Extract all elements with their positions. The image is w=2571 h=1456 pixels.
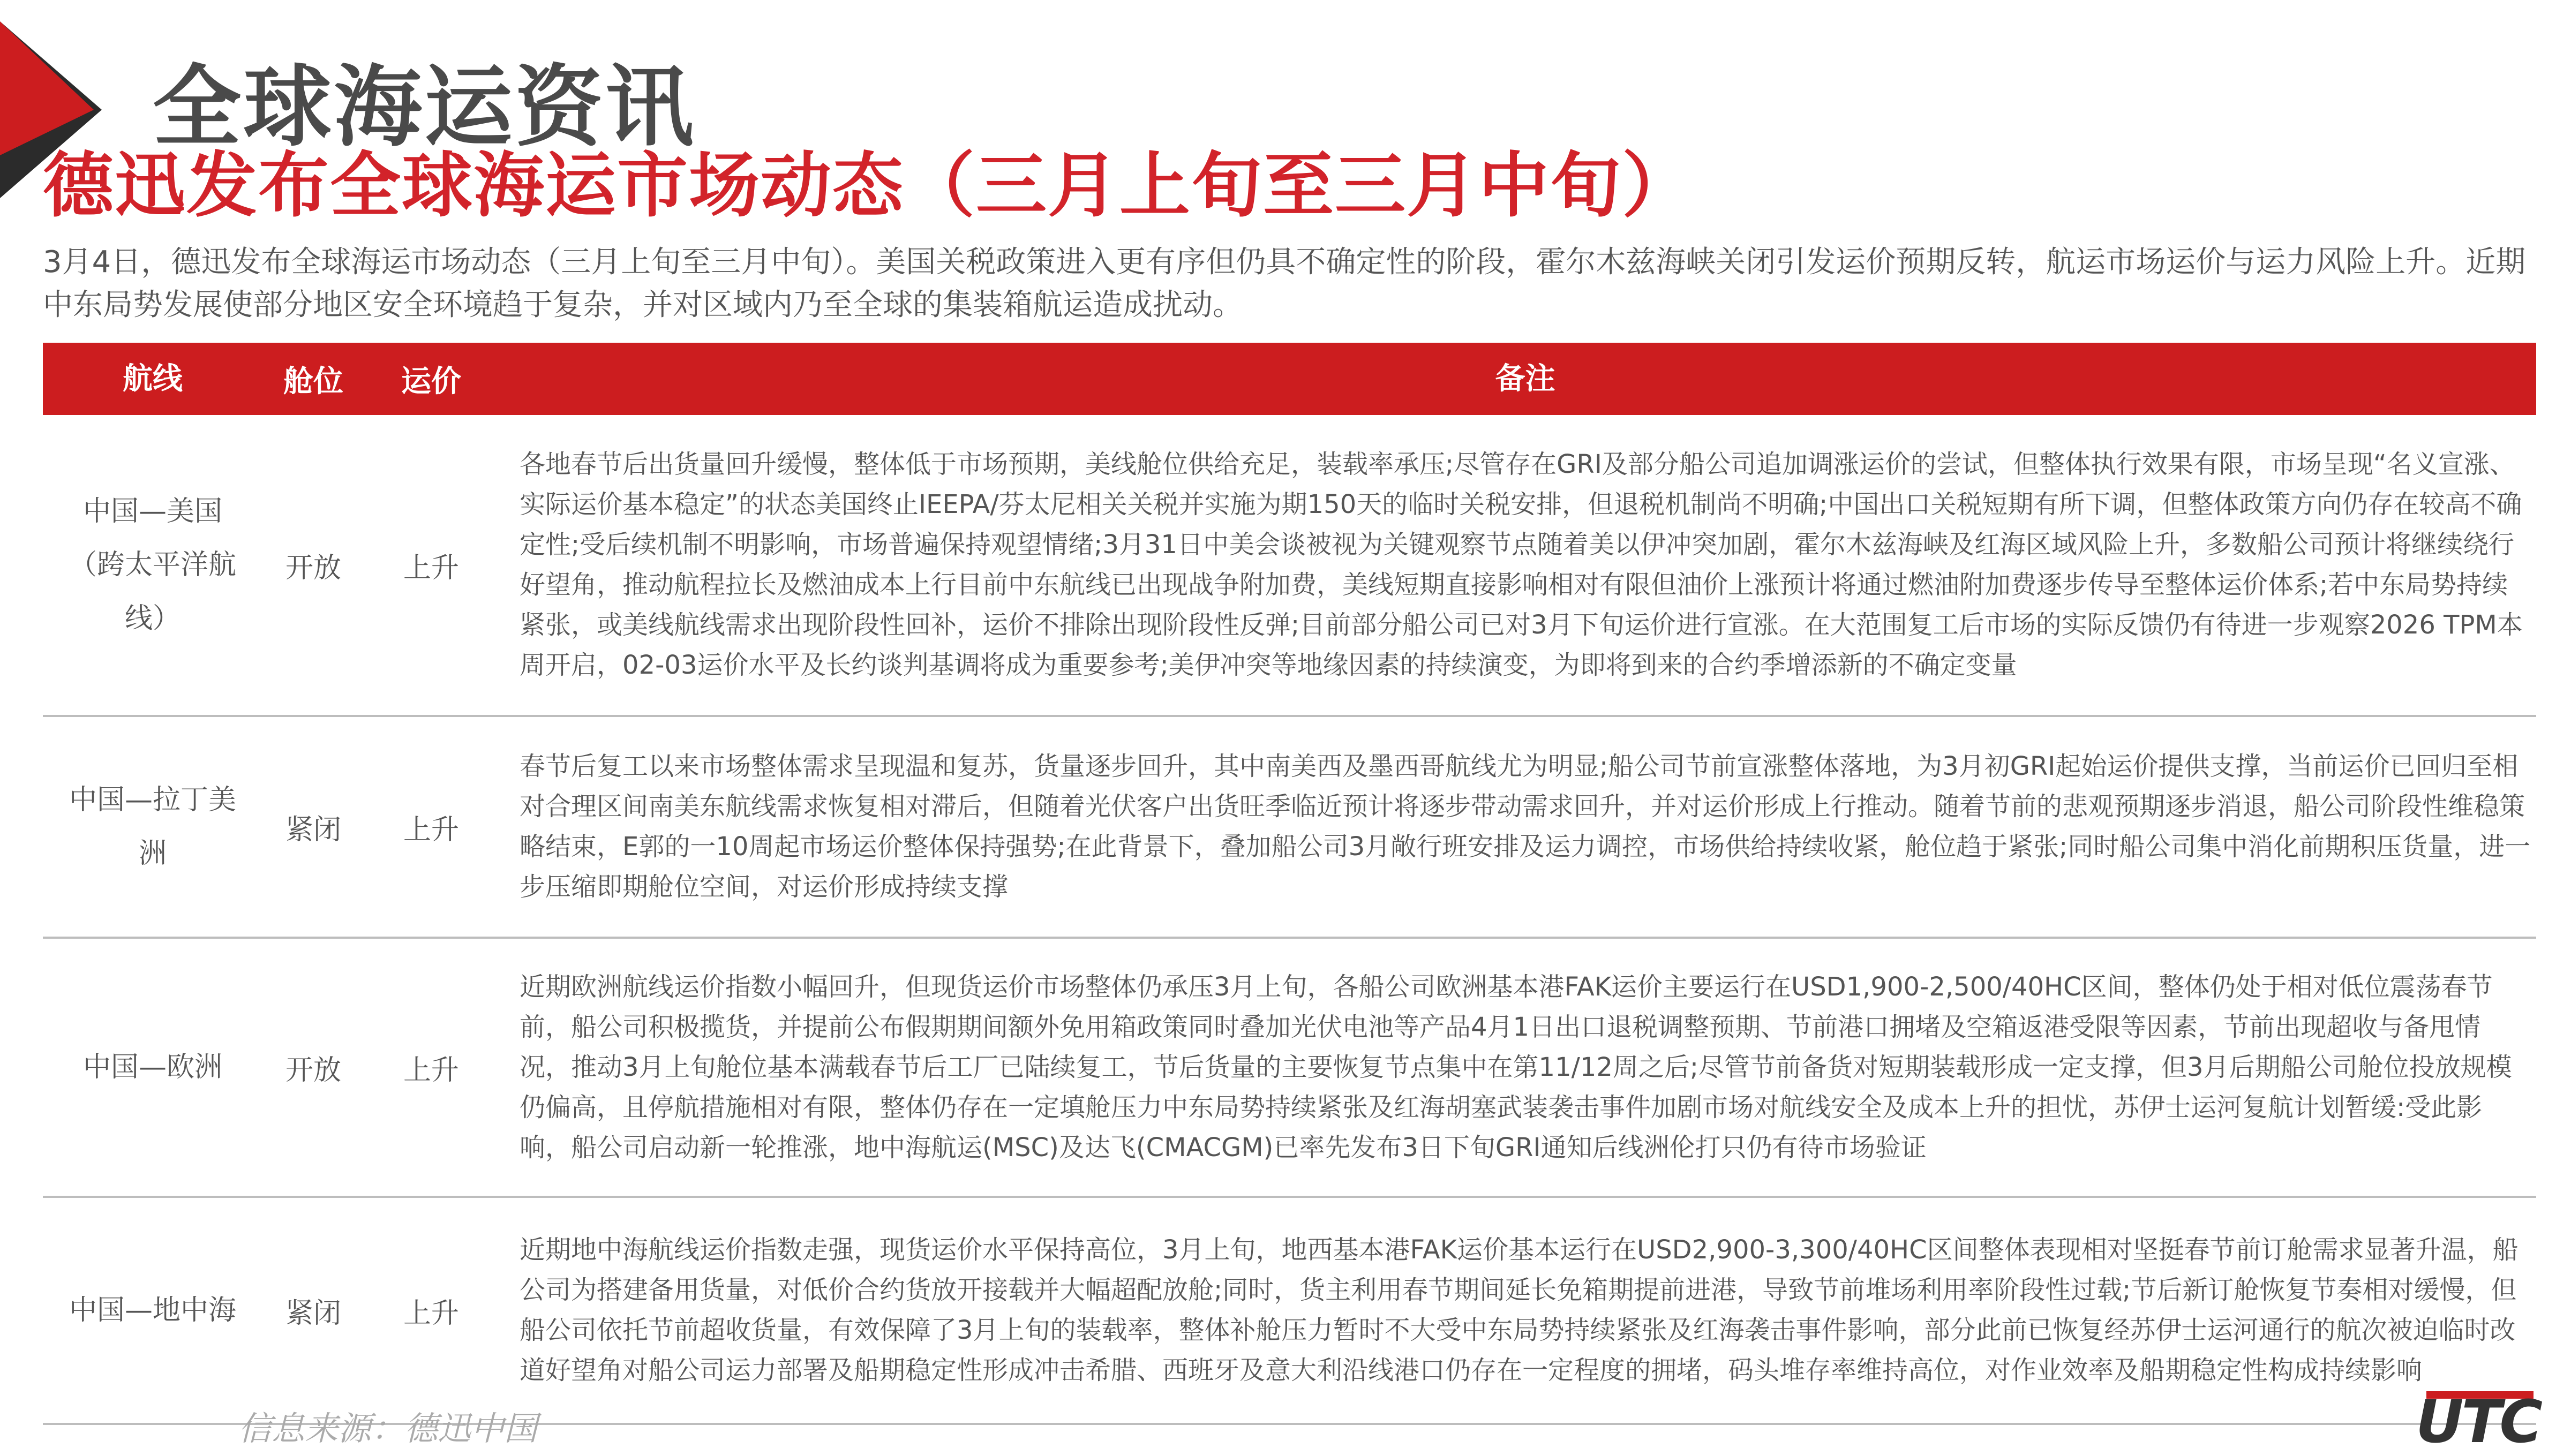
row-note: 近期地中海航线运价指数走强，现货运价水平保持高位，3月上旬，地西基本港FAK运价基本运行在USD2,900-3,300/40HC区间整体表现相对坚挺春节前订舱需求显著升温，船公司为搭建备用货量，对低价合约货放开接载并大幅超配放舱;同时，货主利用春节期间延长免箱期提前进港，导致节前堆场利用率阶段性过载;节后新订舱恢复节奏相对缓慢，但船公司依托节前超收货量，有效保障了3月上旬的装载率，整体补舱压力暂时不大受中东局势持续紧张及红海袭击事件影响，部分此前已恢复经苏伊士运河通行的航次被迫临时改道好望角对船公司运力部署及船期稳定性形成冲击希腊、西班牙及意大利沿线港口仍存在一定程度的拥堵，码头堆存率维持高位，对作业效率及船期稳定性构成持续影响 [520, 1235, 2519, 1385]
page-headline: 德迅发布全球海运市场动态（三月上旬至三月中旬） [43, 145, 1694, 227]
market-table [43, 343, 2536, 1425]
row-cabin: 开放 [285, 1054, 341, 1087]
row-note: 各地春节后出货量回升缓慢，整体低于市场预期，美线舱位供给充足，装载率承压;尽管存在GRI及部分船公司追加调涨运价的尝试，但整体执行效果有限，市场呈现“名义宣涨、实际运价基本稳定”的状态美国终止IEEPA/芬太尼相关关税并实施为期150天的临时关税安排，但退税机制尚不明确;中国出口关税短期有所下调，但整体政策方向仍存在较高不确定性;受后续机制不明影响，市场普遍保持观望情绪;3月31日中美会谈被视为关键观察节点随着美以伊冲突加剧，霍尔木兹海峡及红海区域风险上升，多数船公司预计将继续绕行好望角，推动航程拉长及燃油成本上行目前中东航线已出现战争附加费，美线短期直接影响相对有限但油价上涨预计将通过燃油附加费逐步传导至整体运价体系;若中东局势持续紧张，或美线航线需求出现阶段性回补，运价不排除出现阶段性反弹;目前部分船公司已对3月下旬运价进行宣涨。在大范围复工后市场的实际反馈仍有待进一步观察2026 TPM本周开启，02-03运价水平及长约谈判基调将成为重要参考;美伊冲突等地缘因素的持续演变，为即将到来的合约季增添新的不确定变量 [520, 449, 2523, 680]
header-cabin: 舱位 [283, 364, 343, 399]
table-header [43, 343, 2536, 415]
row-cabin: 紧闭 [285, 1297, 341, 1330]
source-note: 信息来源：德迅中国 [238, 1409, 538, 1448]
header-route: 航线 [123, 361, 183, 396]
table-row [43, 415, 2536, 717]
table-row [43, 717, 2536, 939]
intro-paragraph: 3月4日，德迅发布全球海运市场动态（三月上旬至三月中旬）。美国关税政策进入更有序但仍具不确定性的阶段，霍尔木兹海峡关闭引发运价预期反转，航运市场运价与运力风险上升。近期中东局势发展使部分地区安全环境趋于复杂，并对区域内乃至全球的集装箱航运造成扰动。 [43, 245, 2526, 322]
header-price: 运价 [401, 364, 461, 399]
row-cabin: 紧闭 [285, 813, 341, 846]
row-route: 中国—地中海 [69, 1294, 236, 1326]
table-row [43, 1198, 2536, 1425]
row-price: 上升 [403, 1297, 459, 1330]
row-price: 上升 [403, 813, 459, 846]
row-route: 中国—美国（跨太平洋航线） [69, 495, 236, 635]
row-route: 中国—拉丁美洲 [69, 784, 236, 870]
row-price: 上升 [403, 552, 459, 584]
row-note: 近期欧洲航线运价指数小幅回升，但现货运价市场整体仍承压3月上旬，各船公司欧洲基本港FAK运价主要运行在USD1,900-2,500/40HC区间，整体仍处于相对低位震荡春节前，船公司积极揽货，并提前公布假期期间额外免用箱政策同时叠加光伏电池等产品4月1日出口退税调整预期、节前港口拥堵及空箱返港受限等因素，节前出现超收与备甩情况，推动3月上旬舱位基本满载春节后工厂已陆续复工，节后货量的主要恢复节点集中在第11/12周之后;尽管节前备货对短期装载形成一定支撑，但3月后期船公司舱位投放规模仍偏高，且停航措施相对有限，整体仍存在一定填舱压力中东局势持续紧张及红海胡塞武装袭击事件加剧市场对航线安全及成本上升的担忧，苏伊士运河复航计划暂缓:受此影响，船公司启动新一轮推涨，地中海航运(MSC)及达飞(CMACGM)已率先发布3日下旬GRI通知后线洲伦打只仍有待市场验证 [520, 971, 2512, 1163]
brand-title: 全球海运资讯 [153, 56, 696, 159]
header-note: 备注 [1495, 361, 1555, 396]
table-row [43, 939, 2536, 1198]
utc-logo: UTC [2416, 1387, 2541, 1456]
row-note: 春节后复工以来市场整体需求呈现温和复苏，货量逐步回升，其中南美西及墨西哥航线尤为明显;船公司节前宣涨整体落地，为3月初GRI起始运价提供支撑，当前运价已回归至相对合理区间南美东航线需求恢复相对滞后，但随着光伏客户出货旺季临近预计将逐步带动需求回升，并对运价形成上行推动。随着节前的悲观预期逐步消退，船公司阶段性维稳策略结束，E郭的一10周起市场运价整体保持强势;在此背景下，叠加船公司3月敞行班安排及运力调控，市场供给持续收紧，舱位趋于紧张;同时船公司集中消化前期积压货量，进一步压缩即期舱位空间，对运价形成持续支撑 [520, 751, 2531, 902]
row-cabin: 开放 [285, 552, 341, 584]
row-price: 上升 [403, 1054, 459, 1087]
row-route: 中国—欧洲 [82, 1051, 222, 1083]
